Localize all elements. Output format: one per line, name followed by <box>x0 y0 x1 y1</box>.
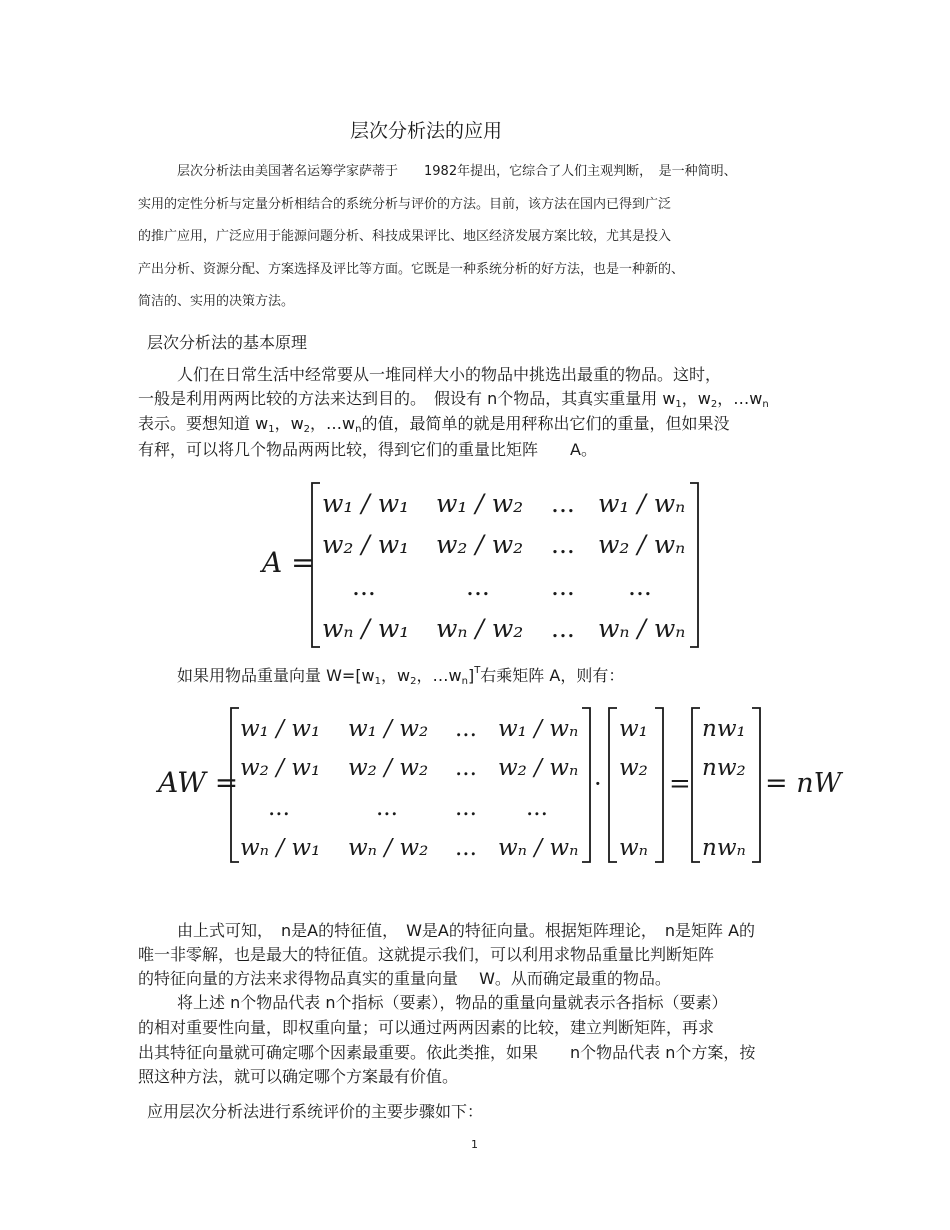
matrix-cell: w₁ / w₂ <box>348 716 429 742</box>
principle-text: ，w <box>274 414 304 433</box>
intro-line-1: 层次分析法由美国著名运筹学家萨蒂于 1982年提出，它综合了人们主观判断， 是一种简明、 <box>177 164 737 179</box>
matrix-cell: wₙ / wₙ <box>598 614 686 643</box>
matrix-cell: ... <box>352 572 376 601</box>
matrix-cell: wₙ / w₁ <box>240 835 321 861</box>
matrix-cell: ... <box>551 572 575 601</box>
matrix-cell: w₂ / w₂ <box>348 755 429 781</box>
document-title: 层次分析法的应用 <box>350 120 503 142</box>
matrix-cell: w₂ / wₙ <box>598 530 686 559</box>
vector-cell: w₁ <box>619 716 648 742</box>
conclusion-line-2: 唯一非零解，也是最大的特征值。这就提示我们，可以利用求物品重量比判断矩阵 <box>138 945 715 964</box>
matrix-cell: w₂ / w₂ <box>436 530 524 559</box>
principle-line-4: 有秤，可以将几个物品两两比较，得到它们的重量比矩阵 A。 <box>138 440 597 459</box>
subscript: 2 <box>303 424 311 435</box>
matrix-cell: wₙ / w₁ <box>322 614 410 643</box>
superscript-t: T <box>474 665 481 676</box>
matrix-cell: ... <box>551 530 575 559</box>
matrix-cell: w₁ / w₂ <box>436 489 524 518</box>
multiply-dot: · <box>594 770 602 798</box>
conclusion-line-6: 出其特征向量就可确定哪个因素最重要。依此类推，如果 n个物品代表 n个方案，按 <box>138 1043 756 1062</box>
subscript: n <box>762 399 769 410</box>
equals-sign: = <box>669 769 691 799</box>
matrix-cell: ... <box>455 835 477 861</box>
matrix-cell: w₁ / wₙ <box>498 716 579 742</box>
subscript: 2 <box>410 676 417 687</box>
subscript: 1 <box>675 399 682 410</box>
principle-line-1: 人们在日常生活中经常要从一堆同样大小的物品中挑选出最重的物品。这时， <box>177 365 722 384</box>
intro-line-5: 简洁的、实用的决策方法。 <box>138 294 295 309</box>
vector-cell: nw₁ <box>702 716 746 742</box>
right-bracket <box>582 708 590 862</box>
subscript: n <box>461 676 468 687</box>
left-bracket <box>692 708 700 862</box>
matrix-cell: wₙ / w₂ <box>436 614 524 643</box>
section-heading-principle: 层次分析法的基本原理 <box>147 333 308 352</box>
principle-text: 的值，最简单的就是用秤称出它们的重量，但如果没 <box>361 414 730 433</box>
subscript: 1 <box>268 424 275 435</box>
vector-cell: w₂ <box>619 755 648 781</box>
weight-text: ，…w <box>416 666 462 685</box>
weight-vector-line <box>177 663 624 686</box>
conclusion-line-4: 将上述 n个物品代表 n个指标（要素），物品的重量向量就表示各指标（要素） <box>177 993 728 1012</box>
matrix-a-lhs: A = <box>262 546 315 579</box>
conclusion-line-7: 照这种方法，就可以确定哪个方案最有价值。 <box>138 1067 459 1086</box>
matrix-cell: wₙ / wₙ <box>498 835 579 861</box>
intro-line-2: 实用的定性分析与定量分析相结合的系统分析与评价的方法。目前，该方法在国内已得到广泛 <box>138 197 672 212</box>
vector-cell: nw₂ <box>702 755 746 781</box>
aw-rhs: = nW <box>765 768 842 799</box>
principle-text: 表示。要想知道 w <box>138 414 269 433</box>
matrix-cell: w₁ / wₙ <box>598 489 686 518</box>
weight-text: ，w <box>381 666 411 685</box>
matrix-cell: ... <box>526 795 548 821</box>
matrix-cell: ... <box>551 614 575 643</box>
conclusion-line-3: 的特征向量的方法来求得物品真实的重量向量 W。从而确定最重的物品。 <box>138 969 671 988</box>
matrix-cell: ... <box>376 795 398 821</box>
subscript: 2 <box>710 399 718 410</box>
weight-text: ] <box>467 666 475 685</box>
matrix-cell: ... <box>628 572 652 601</box>
right-bracket <box>752 708 760 862</box>
aw-equation <box>0 700 950 870</box>
principle-text: 一般是利用两两比较的方法来达到目的。 假设有 n个物品，其真实重量用 w <box>138 389 676 408</box>
subscript: 1 <box>374 676 382 687</box>
principle-text: ，w <box>681 389 711 408</box>
matrix-cell: ... <box>455 716 477 742</box>
matrix-cell: ... <box>268 795 290 821</box>
matrix-cell: ... <box>551 489 575 518</box>
subscript: n <box>355 424 362 435</box>
intro-line-3: 的推广应用，广泛应用于能源问题分析、科技成果评比、地区经济发展方案比较，尤其是投入 <box>138 229 672 244</box>
right-bracket <box>690 483 698 647</box>
vector-cell: nwₙ <box>702 835 746 861</box>
matrix-cell: w₂ / wₙ <box>498 755 579 781</box>
steps-heading: 应用层次分析法进行系统评价的主要步骤如下： <box>147 1102 484 1121</box>
page-number: 1 <box>471 1138 478 1151</box>
matrix-cell: ... <box>455 755 477 781</box>
matrix-cell: wₙ / w₂ <box>348 835 429 861</box>
conclusion-line-1: 由上式可知， n是A的特征值， W是A的特征向量。根据矩阵理论， n是矩阵 A的 <box>177 921 756 940</box>
matrix-a-equation <box>0 475 950 655</box>
intro-line-4: 产出分析、资源分配、方案选择及评比等方面。它既是一种系统分析的好方法，也是一种新的、 <box>138 262 685 277</box>
principle-line-3 <box>138 411 729 434</box>
matrix-cell: w₂ / w₁ <box>240 755 321 781</box>
principle-line-2 <box>138 386 769 409</box>
vector-cell: wₙ <box>619 835 649 861</box>
matrix-cell: w₂ / w₁ <box>322 530 410 559</box>
matrix-cell: w₁ / w₁ <box>322 489 410 518</box>
weight-text: 如果用物品重量向量 W=[w <box>177 666 375 685</box>
weight-text: 右乘矩阵 A，则有： <box>480 666 625 685</box>
matrix-cell: w₁ / w₁ <box>240 716 321 742</box>
matrix-cell: ... <box>466 572 490 601</box>
conclusion-line-5: 的相对重要性向量，即权重向量；可以通过两两因素的比较，建立判断矩阵，再求 <box>138 1018 715 1037</box>
principle-text: ，…w <box>310 414 356 433</box>
left-bracket <box>609 708 617 862</box>
matrix-cell: ... <box>455 795 477 821</box>
principle-text: ，…w <box>717 389 763 408</box>
right-bracket <box>655 708 663 862</box>
aw-lhs: AW = <box>158 766 239 799</box>
